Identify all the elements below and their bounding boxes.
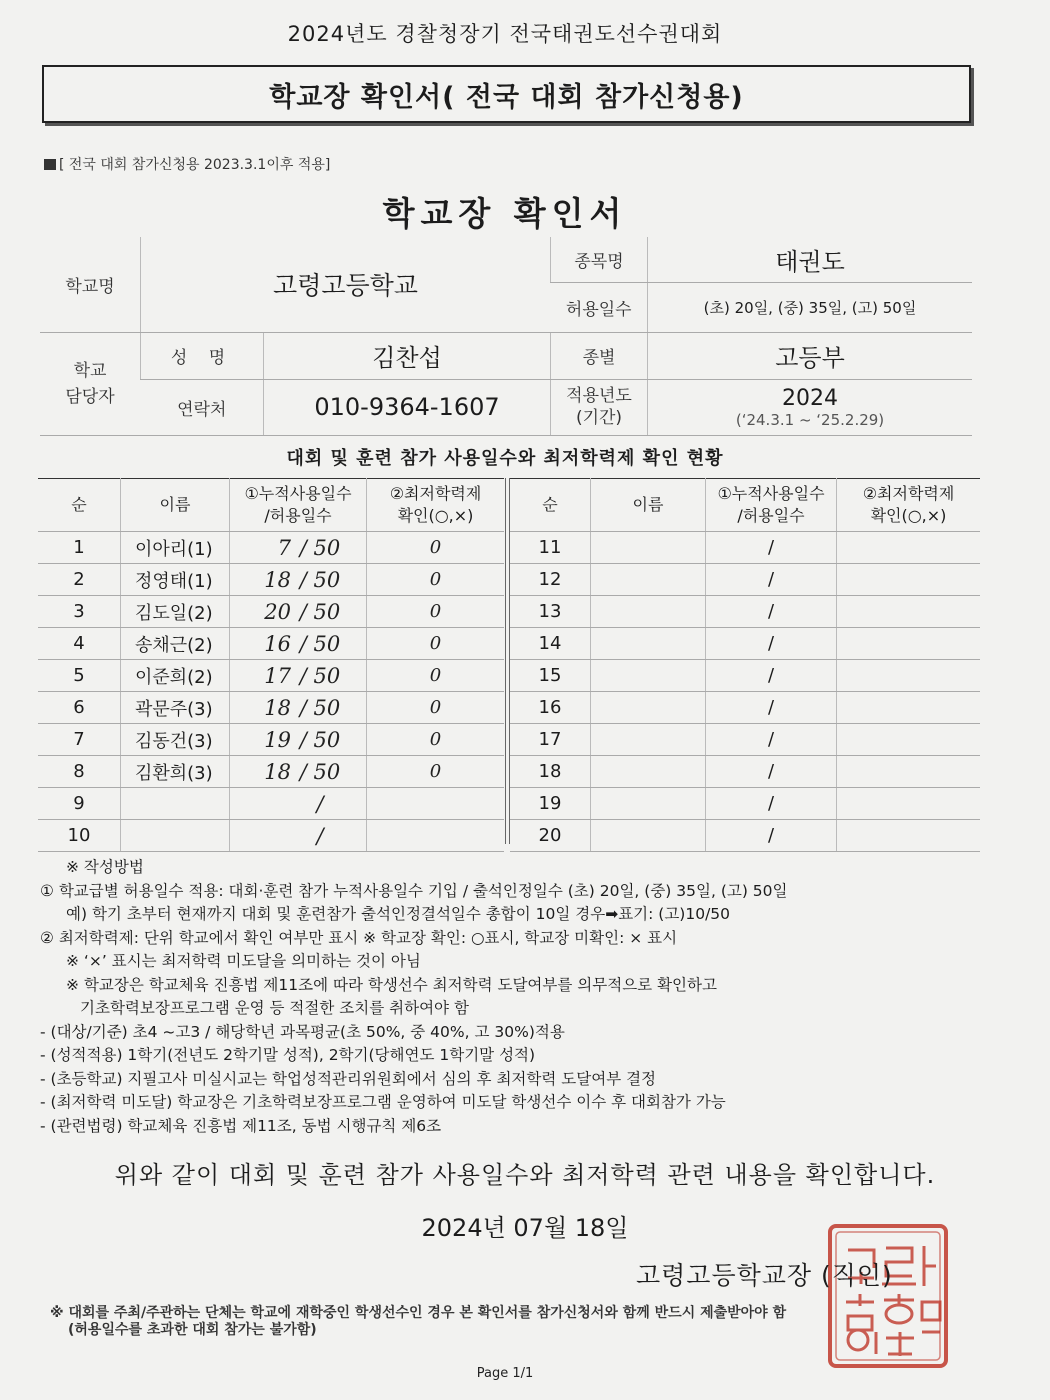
athlete-name: [591, 660, 706, 692]
note-line: - (성적적용) 1학기(전년도 2학기말 성적), 2학기(당해연도 1학기말 성적): [40, 1046, 536, 1064]
row-no: 8: [38, 756, 121, 788]
check-mark: 0: [367, 692, 505, 724]
days-cell: [230, 756, 367, 788]
manager-name-value: 김찬섭: [264, 332, 551, 379]
athlete-name: [121, 820, 230, 852]
days-cell: [230, 724, 367, 756]
row-no: 17: [510, 724, 591, 756]
check-mark: [367, 788, 505, 820]
year-value: 2024: [782, 385, 838, 411]
athlete-name: [591, 724, 706, 756]
check-mark: [837, 820, 981, 852]
used-days: /: [706, 788, 837, 820]
manager-label: 학교 담당자: [40, 332, 141, 435]
division-label: 종별: [551, 332, 648, 379]
used-days: /: [706, 756, 837, 788]
check-mark: [837, 756, 981, 788]
check-mark: [837, 660, 981, 692]
row-no: 20: [510, 820, 591, 852]
check-mark: [837, 692, 981, 724]
used-days: /: [706, 628, 837, 660]
table-row: [510, 788, 980, 820]
table-row: [510, 532, 980, 564]
days-cell: [230, 660, 367, 692]
banner-text: 학교장 확인서( 전국 대회 참가신청용): [269, 81, 744, 113]
col-name: 이름: [591, 479, 706, 532]
col-days: ①누적사용일수 /허용일수: [230, 479, 367, 532]
footnote-line: ※ 대회를 주최/주관하는 단체는 학교에 재학중인 학생선수인 경우 본 확인서를 참가신청서와 함께 반드시 제출받아야 함: [50, 1305, 787, 1321]
used-days: /: [706, 660, 837, 692]
allowed-days: / 50: [299, 567, 341, 592]
used-days: 17: [264, 663, 291, 688]
athlete-name: [591, 596, 706, 628]
athlete-name: [591, 788, 706, 820]
col-days: ①누적사용일수 /허용일수: [706, 479, 837, 532]
athlete-table-left: [38, 478, 504, 852]
year-cell: [648, 379, 973, 435]
note-line: - (초등학교) 지필고사 미실시교는 학업성적관리위원회에서 심의 후 최저학력 도달여부 결정: [40, 1069, 657, 1088]
table-row: [38, 596, 504, 628]
check-mark: 0: [367, 564, 505, 596]
check-mark: 0: [367, 724, 505, 756]
allowed-days: / 50: [299, 663, 341, 688]
days-cell: [230, 692, 367, 724]
used-days: 20: [264, 599, 291, 624]
table-row: [38, 692, 504, 724]
athlete-name: [591, 628, 706, 660]
row-no: 2: [38, 564, 121, 596]
allowed-days-label: 허용일수: [551, 282, 648, 332]
row-no: 3: [38, 596, 121, 628]
col-check: ②최저학력제 확인(○,×): [837, 479, 981, 532]
check-mark: [837, 596, 981, 628]
row-no: 16: [510, 692, 591, 724]
page-number: Page 1/1: [476, 1366, 534, 1381]
athlete-name: [591, 820, 706, 852]
row-no: 6: [38, 692, 121, 724]
used-days: 18: [264, 695, 291, 720]
note-line: ② 최저학력제: 단위 학교에서 확인 여부만 표시 ※ 학교장 확인: ○표시, 학교장 미확인: × 표시: [40, 928, 678, 947]
division-value: 고등부: [648, 332, 973, 379]
days-cell: [230, 628, 367, 660]
table-row: [38, 660, 504, 692]
row-no: 15: [510, 660, 591, 692]
instructions: [40, 856, 990, 1138]
check-mark: 0: [367, 596, 505, 628]
row-no: 19: [510, 788, 591, 820]
athlete-name: 곽문주(3): [121, 692, 230, 724]
note-line: - (대상/기준) 초4 ~고3 / 해당학년 과목평균(초 50%, 중 40%, 고 30%)적용: [40, 1022, 565, 1041]
days-cell: [230, 532, 367, 564]
days-cell: [230, 564, 367, 596]
used-days: /: [706, 596, 837, 628]
check-mark: 0: [367, 532, 505, 564]
athlete-name: [591, 756, 706, 788]
athlete-name: [591, 532, 706, 564]
status-section-title: 대회 및 훈련 참가 사용일수와 최저학력제 확인 현황: [286, 448, 724, 469]
table-row: [510, 564, 980, 596]
check-mark: 0: [367, 660, 505, 692]
school-info-table: [40, 237, 972, 436]
col-no: 순: [510, 479, 591, 532]
athlete-name: [591, 692, 706, 724]
year-period: (‘24.3.1 ~ ‘25.2.29): [735, 410, 885, 429]
table-row: [38, 756, 504, 788]
athlete-name: [591, 564, 706, 596]
table-row: [510, 628, 980, 660]
used-days: /: [706, 820, 837, 852]
applicability-notice: [44, 154, 330, 174]
athlete-name: [121, 788, 230, 820]
contact-label: 연락처: [141, 379, 264, 435]
event-title: 2024년도 경찰청장기 전국태권도선수권대회: [287, 22, 723, 46]
event-value: 태권도: [648, 237, 973, 282]
check-mark: [837, 724, 981, 756]
allowed-days: / 50: [299, 631, 341, 656]
manager-name-label: 성 명: [141, 332, 264, 379]
days-cell: [230, 596, 367, 628]
row-no: 9: [38, 788, 121, 820]
year-label: 적용년도 (기간): [551, 379, 648, 435]
col-name: 이름: [121, 479, 230, 532]
row-no: 7: [38, 724, 121, 756]
bullet-square-icon: [44, 159, 56, 170]
athlete-name: 송채근(2): [121, 628, 230, 660]
athlete-name: 이아리(1): [121, 532, 230, 564]
athlete-table-right: [510, 478, 980, 852]
days-cell: [230, 788, 367, 820]
allowed-days: / 50: [299, 759, 341, 784]
table-row: [38, 628, 504, 660]
athlete-name: 이준희(2): [121, 660, 230, 692]
confirmation-statement: 위와 같이 대회 및 훈련 참가 사용일수와 최저학력 관련 내용을 확인합니다.: [114, 1161, 936, 1189]
col-no: 순: [38, 479, 121, 532]
notice-text: [ 전국 대회 참가신청용 2023.3.1이후 적용]: [59, 157, 331, 173]
footnote-line: (허용일수를 초과한 대회 참가는 불가함): [68, 1322, 317, 1338]
row-no: 13: [510, 596, 591, 628]
row-no: 18: [510, 756, 591, 788]
table-row: [510, 724, 980, 756]
contact-value: 010-9364-1607: [264, 379, 551, 435]
signature-line: 고령고등학교장 (직인): [636, 1261, 893, 1290]
athlete-name: 김동건(3): [121, 724, 230, 756]
row-no: 5: [38, 660, 121, 692]
note-line: - (최저학력 미도달) 학교장은 기초학력보장프로그램 운영하여 미도달 학생선수 이수 후 대회참가 가능: [40, 1093, 726, 1111]
note-line: 예) 학기 초부터 현재까지 대회 및 훈련참가 출석인정결석일수 총합이 10일 경우➡표기: (고)10/50: [66, 905, 731, 923]
row-no: 12: [510, 564, 591, 596]
col-check: ②최저학력제 확인(○,×): [367, 479, 505, 532]
row-no: 14: [510, 628, 591, 660]
table-row: [510, 692, 980, 724]
allowed-days: /: [316, 823, 324, 848]
table-row: [510, 756, 980, 788]
school-name-value: 고령고등학교: [141, 237, 551, 332]
used-days: 19: [264, 727, 291, 752]
issue-date: 2024년 07월 18일: [421, 1214, 629, 1242]
table-row: [510, 660, 980, 692]
athlete-name: 정영태(1): [121, 564, 230, 596]
used-days: 16: [264, 631, 291, 656]
row-no: 10: [38, 820, 121, 852]
note-line: ※ 작성방법: [66, 858, 144, 876]
note-line: - (관련법령) 학교체육 진흥법 제11조, 동법 시행규칙 제6조: [40, 1116, 442, 1135]
school-name-label: 학교명: [40, 237, 141, 332]
row-no: 11: [510, 532, 591, 564]
check-mark: [837, 788, 981, 820]
note-line: 기초학력보장프로그램 운영 등 적절한 조치를 취하여야 함: [80, 999, 469, 1017]
days-cell: [230, 820, 367, 852]
table-row: [38, 820, 504, 852]
official-seal-icon: [826, 1222, 950, 1370]
table-row: [38, 724, 504, 756]
used-days: /: [706, 724, 837, 756]
allowed-days-value: (초) 20일, (중) 35일, (고) 50일: [648, 282, 973, 332]
certificate-title: 학교장 확인서: [382, 194, 628, 233]
used-days: 7: [277, 535, 291, 560]
check-mark: [837, 628, 981, 660]
used-days: 18: [264, 567, 291, 592]
note-line: ① 학교급별 허용일수 적용: 대회·훈련 참가 누적사용일수 기입 / 출석인정일수 (초) 20일, (중) 35일, (고) 50일: [40, 881, 788, 900]
table-row: [510, 820, 980, 852]
used-days: 18: [264, 759, 291, 784]
allowed-days: /: [316, 791, 324, 816]
table-row: [38, 788, 504, 820]
table-row: [510, 596, 980, 628]
athlete-name: 김도일(2): [121, 596, 230, 628]
check-mark: 0: [367, 756, 505, 788]
event-label: 종목명: [551, 237, 648, 282]
footnote: [50, 1305, 786, 1339]
table-row: [38, 532, 504, 564]
document-banner: [42, 65, 971, 123]
allowed-days: / 50: [299, 695, 341, 720]
note-line: ※ ‘×’ 표시는 최저학력 미도달을 의미하는 것이 아님: [66, 952, 421, 970]
note-line: ※ 학교장은 학교체육 진흥법 제11조에 따라 학생선수 최저학력 도달여부를 의무적으로 확인하고: [66, 975, 717, 994]
check-mark: [837, 564, 981, 596]
allowed-days: / 50: [299, 727, 341, 752]
check-mark: [367, 820, 505, 852]
check-mark: 0: [367, 628, 505, 660]
used-days: /: [706, 564, 837, 596]
allowed-days: / 50: [299, 599, 341, 624]
check-mark: [837, 532, 981, 564]
used-days: /: [706, 532, 837, 564]
row-no: 1: [38, 532, 121, 564]
used-days: /: [706, 692, 837, 724]
table-row: [38, 564, 504, 596]
row-no: 4: [38, 628, 121, 660]
athlete-name: 김환희(3): [121, 756, 230, 788]
allowed-days: / 50: [299, 535, 341, 560]
